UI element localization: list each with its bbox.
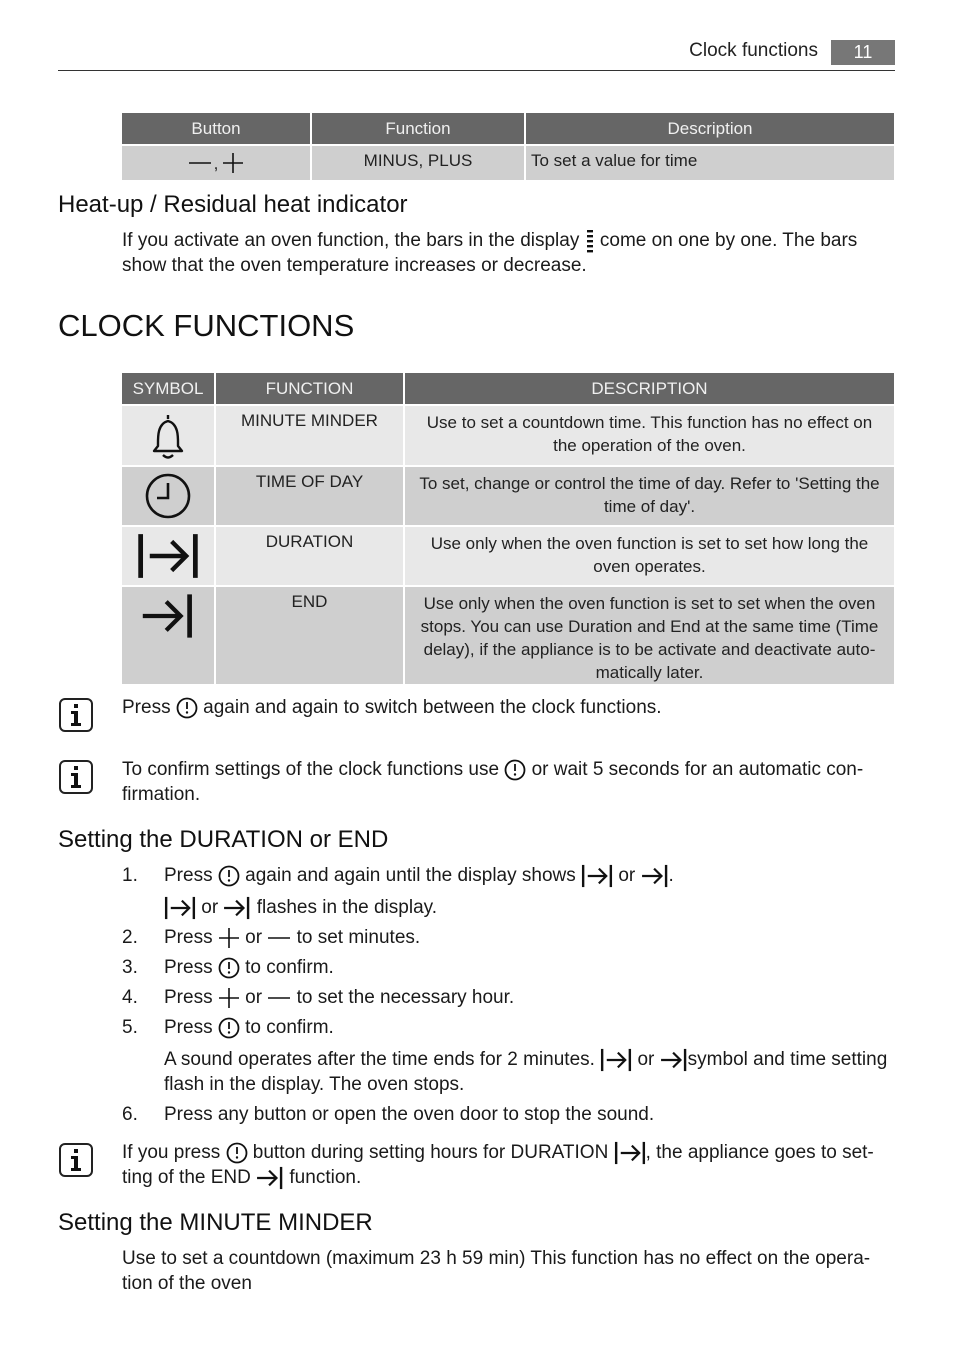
function-cell: TIME OF DAY [216, 467, 403, 525]
info-note-confirm [122, 757, 902, 807]
step1-text-d: . [668, 865, 674, 886]
function-cell: END [216, 587, 403, 684]
step4-text-b: or [245, 987, 263, 1008]
duration-icon [164, 896, 196, 920]
col-header-function: Function [312, 113, 524, 144]
step3-text-a: Press [164, 957, 213, 978]
minute-text-b: tion of the oven [122, 1273, 252, 1294]
step1-text-b: again and again until the display shows [245, 865, 576, 886]
step-number: 4. [122, 987, 138, 1008]
minute-minder-paragraph [122, 1246, 902, 1296]
clock-functions-table [120, 371, 896, 686]
info1-text-a: Press [122, 697, 171, 718]
button-table [120, 111, 896, 182]
button-function-cell: MINUS, PLUS [312, 146, 524, 180]
heatup-paragraph [122, 228, 902, 278]
minus-icon [267, 987, 291, 1009]
duration-heading: Setting the DURATION or END [58, 826, 389, 853]
info2-text-b: or wait 5 seconds for an automatic con- [531, 759, 864, 780]
duration-icon [137, 532, 199, 580]
clock-icon [144, 472, 192, 520]
step5-text-b: to confirm. [245, 1017, 334, 1038]
clock-button-icon [226, 1142, 248, 1164]
function-cell: MINUTE MINDER [216, 406, 403, 465]
symbol-cell [122, 467, 214, 525]
step2-text-a: Press [164, 927, 213, 948]
info3-text-c: , the appliance goes to set- [645, 1142, 874, 1163]
symbol-cell [122, 527, 214, 585]
table-row [122, 406, 894, 465]
info3-text-e: function. [289, 1167, 362, 1188]
plus-icon [222, 152, 244, 174]
heatup-text-c: show that the oven temperature increases or decrease. [122, 255, 587, 276]
minute-minder-heading: Setting the MINUTE MINDER [58, 1209, 373, 1236]
step5-sub-text-b: or [637, 1049, 655, 1070]
heatup-heading: Heat-up / Residual heat indicator [58, 191, 408, 218]
symbol-cell [122, 587, 214, 684]
step4-text-c: to set the necessary hour. [296, 987, 515, 1008]
heatup-text-b: come on one by one. The bars [599, 230, 858, 251]
info3-text-a: If you press [122, 1142, 221, 1163]
clock-button-icon [504, 759, 526, 781]
info-icon [59, 1143, 93, 1177]
step-number: 2. [122, 927, 138, 948]
info2-text-c: firmation. [122, 784, 201, 805]
duration-icon [614, 1141, 646, 1165]
step5-sub-text-a: A sound operates after the time ends for 2 minutes. [164, 1049, 595, 1070]
col-header-symbol: SYMBOL [122, 373, 214, 404]
step-5-note [164, 1047, 904, 1097]
bell-icon [146, 412, 190, 460]
table-row [122, 587, 894, 684]
col-header-clock-description: DESCRIPTION [405, 373, 894, 404]
info-icon [59, 698, 93, 732]
running-header-title: Clock functions [689, 40, 818, 61]
step1-sub-text-a: or [201, 897, 219, 918]
description-cell: Use only when the oven function is set to set how long the oven operates. [405, 527, 894, 585]
col-header-clock-function: FUNCTION [216, 373, 403, 404]
duration-icon [600, 1048, 632, 1072]
step2-text-c: to set minutes. [296, 927, 421, 948]
end-icon [641, 864, 669, 888]
clock-button-icon [218, 865, 240, 887]
button-symbols-cell [122, 146, 310, 180]
table-row [122, 467, 894, 525]
info2-text-a: To confirm settings of the clock functions use [122, 759, 500, 780]
step5-sub-text-d: flash in the display. The oven stops. [164, 1074, 465, 1095]
header-rule [58, 70, 895, 71]
heat-bars-icon [585, 229, 595, 253]
step1-text-c: or [618, 865, 636, 886]
step-number: 3. [122, 957, 138, 978]
step-number: 5. [122, 1017, 138, 1038]
end-icon [256, 1166, 284, 1190]
step-6: Press any button or open the oven door to stop the sound. [164, 1104, 655, 1125]
description-cell: To set, change or control the time of day. Refer to 'Setting the time of day'. [405, 467, 894, 525]
step5-text-a: Press [164, 1017, 213, 1038]
step-5 [164, 1015, 904, 1040]
plus-icon [218, 987, 240, 1009]
step-2 [164, 925, 904, 950]
clock-button-icon [218, 1017, 240, 1039]
info-icon [59, 760, 93, 794]
minus-icon [188, 152, 212, 174]
step-number: 6. [122, 1104, 138, 1125]
col-header-description: Description [526, 113, 894, 144]
clock-functions-heading: CLOCK FUNCTIONS [58, 308, 355, 343]
info-note-switch [122, 695, 902, 720]
description-cell: Use to set a countdown time. This function has no effect on the operation of the oven. [405, 406, 894, 465]
info1-text-b: again and again to switch between the clock functions. [203, 697, 662, 718]
plus-icon [218, 927, 240, 949]
step-1 [164, 863, 904, 888]
clock-button-icon [218, 957, 240, 979]
minus-icon [267, 927, 291, 949]
button-description-cell: To set a value for time [526, 146, 894, 180]
step2-text-b: or [245, 927, 263, 948]
step1-text-a: Press [164, 865, 213, 886]
info3-text-d: ting of the END [122, 1167, 251, 1188]
end-icon [141, 592, 195, 640]
heatup-text-a: If you activate an oven function, the bars in the display [122, 230, 580, 251]
page-number: 11 [831, 40, 895, 65]
function-cell: DURATION [216, 527, 403, 585]
step1-sub-text-b: flashes in the display. [256, 897, 437, 918]
duration-icon [581, 864, 613, 888]
end-icon [660, 1048, 688, 1072]
table-row [122, 527, 894, 585]
step-number: 1. [122, 865, 138, 886]
info3-text-b: button during setting hours for DURATION [252, 1142, 609, 1163]
info-note-duration [122, 1140, 902, 1190]
description-cell: Use only when the oven function is set to set when the oven stops. You can use Duration and End at the same time (Time delay), if the appliance is to be activate and deactivate auto-matically later. [405, 587, 894, 684]
end-icon [223, 896, 251, 920]
step5-sub-text-c: symbol and time setting [687, 1049, 888, 1070]
col-header-button: Button [122, 113, 310, 144]
step-4 [164, 985, 904, 1010]
symbol-cell [122, 406, 214, 465]
step4-text-a: Press [164, 987, 213, 1008]
clock-button-icon [176, 697, 198, 719]
step-3 [164, 955, 904, 980]
step3-text-b: to confirm. [245, 957, 334, 978]
step-1-note [164, 895, 904, 920]
minute-text-a: Use to set a countdown (maximum 23 h 59 min) This function has no effect on the opera- [122, 1248, 871, 1269]
symbol-separator: , [213, 154, 219, 173]
